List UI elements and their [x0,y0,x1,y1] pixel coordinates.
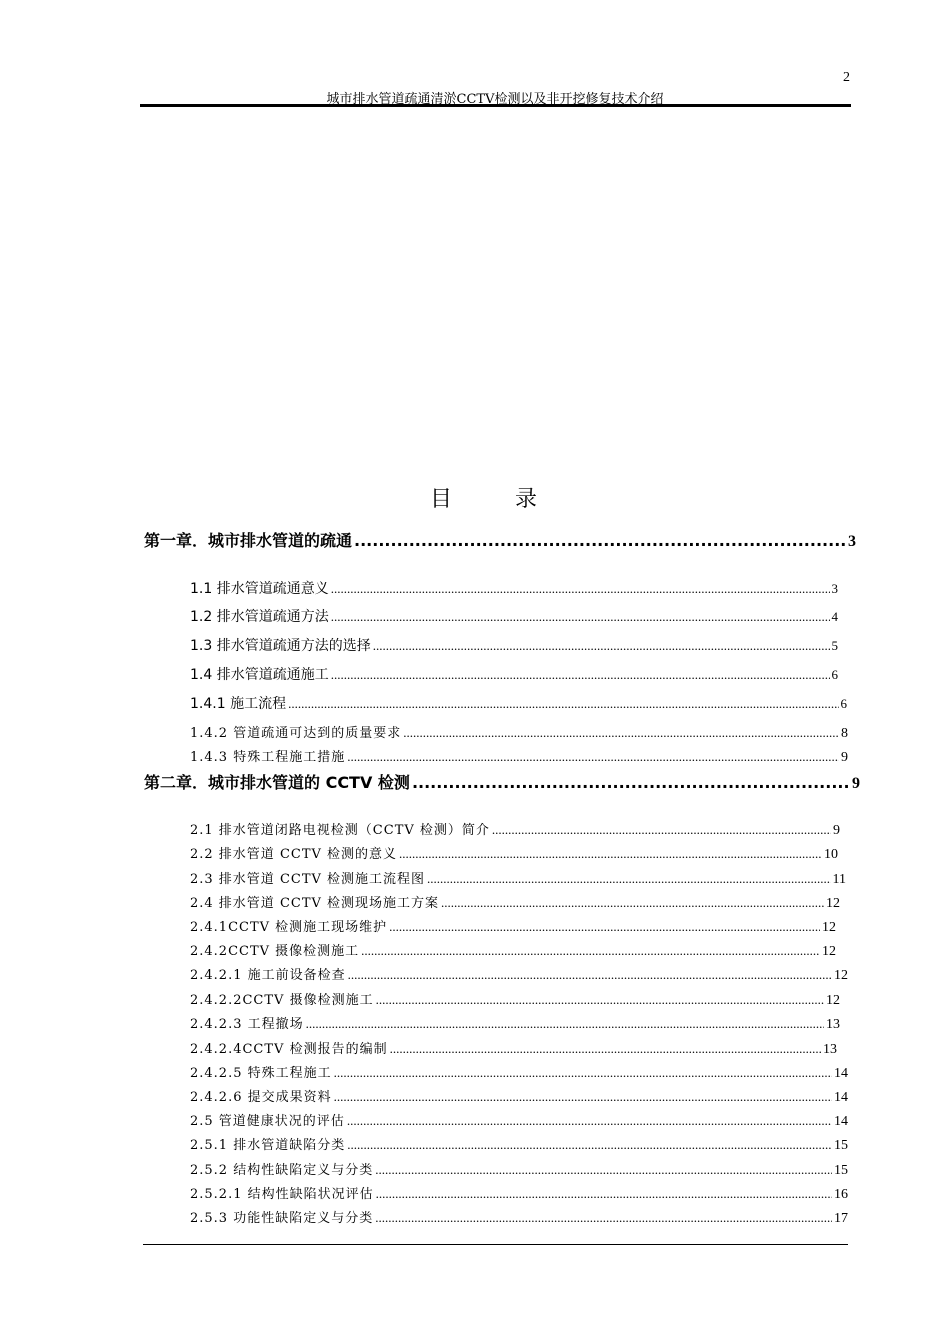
dot-leader [361,943,820,959]
dot-leader [306,1016,824,1032]
dot-leader [412,773,850,792]
toc-entry-text: 第二章．城市排水管道的 CCTV 检测 [144,773,410,792]
toc-entry-text: 2.3 排水管道 CCTV 检测施工流程图 [190,872,426,887]
dot-leader [347,749,839,765]
toc-entry-text: 2.4 排水管道 CCTV 检测现场施工方案 [190,896,440,911]
toc-entry-1-2[interactable] [190,606,838,626]
toc-entry-page: 12 [826,896,840,911]
toc-entry-1-4-2[interactable] [190,722,848,742]
toc-entry-2-4-2-3[interactable] [190,1013,840,1033]
toc-entry-page: 13 [826,1017,840,1032]
toc-entry-2-4[interactable] [190,892,840,912]
dot-leader [375,1210,832,1226]
toc-entry-page: 6 [831,667,838,682]
toc-entry-1-1[interactable] [190,578,838,598]
toc-entry-text: 2.5.1 排水管道缺陷分类 [190,1138,346,1153]
toc-entry-1-4[interactable] [190,664,838,684]
toc-entry-2-4-2-1[interactable] [190,964,848,984]
toc-entry-text: 2.5 管道健康状况的评估 [190,1114,345,1129]
toc-entry-text: 2.5.3 功能性缺陷定义与分类 [190,1211,374,1226]
toc-entry-text: 2.4.2.1 施工前设备检查 [190,968,346,983]
dot-leader [492,822,831,838]
toc-entry-text: 1.4.3 特殊工程施工措施 [190,750,346,765]
toc-entry-2-4-2-2[interactable] [190,989,840,1009]
toc-entry-text: 2.4.2.4CCTV 检测报告的编制 [190,1042,388,1057]
dot-leader [390,1041,821,1057]
toc-entry-page: 12 [826,993,840,1008]
toc-entry-2-4-2[interactable] [190,940,836,960]
toc-entry-text: 2.4.2.3 工程撤场 [190,1017,304,1032]
toc-entry-page: 12 [822,944,836,959]
dot-leader [354,531,846,550]
toc-entry-text: 2.4.2CCTV 摄像检测施工 [190,944,360,959]
toc-entry-page: 15 [834,1163,848,1178]
toc-entry-2-5-2[interactable] [190,1159,848,1179]
toc-entry-page: 9 [852,775,860,792]
dot-leader [331,581,830,597]
toc-entry-2-3[interactable] [190,868,846,888]
dot-leader [348,967,832,983]
page-number: 2 [843,70,850,85]
toc-entry-2-5-2-1[interactable] [190,1183,848,1203]
toc-entry-text: 2.4.2.6 提交成果资料 [190,1090,332,1105]
toc-entry-text: 2.5.2.1 结构性缺陷状况评估 [190,1187,374,1202]
toc-entry-text: 1.4 排水管道疏通施工 [190,667,329,683]
toc-entry-page: 9 [833,823,840,838]
header-rule [140,104,851,107]
dot-leader [399,846,822,862]
header-title: 城市排水管道疏通清淤CCTV检测以及非开挖修复技术介绍 [326,92,664,107]
dot-leader [347,1137,832,1153]
toc-entry-text: 1.4.1 施工流程 [190,696,287,712]
dot-leader [376,1186,832,1202]
dot-leader [334,1089,832,1105]
dot-leader [403,725,839,741]
toc-entry-page: 3 [831,581,838,596]
toc-entry-text: 2.4.1CCTV 检测施工现场维护 [190,920,388,935]
toc-entry-page: 10 [824,847,838,862]
toc-entry-2-4-2-4[interactable] [190,1038,837,1058]
toc-entry-page: 9 [841,750,848,765]
toc-entry-text: 2.1 排水管道闭路电视检测（CCTV 检测）简介 [190,823,490,838]
toc-entry-2-5-1[interactable] [190,1134,848,1154]
toc-entry-1-3[interactable] [190,635,838,655]
toc-chapter-1[interactable] [144,528,856,551]
toc-title: 目 录 [430,487,565,512]
dot-leader [334,1065,832,1081]
dot-leader [376,992,824,1008]
toc-entry-2-5-3[interactable] [190,1207,848,1227]
dot-leader [331,609,830,625]
dot-leader [373,638,830,654]
toc-chapter-2[interactable] [144,770,860,793]
toc-entry-text: 1.3 排水管道疏通方法的选择 [190,638,371,654]
toc-entry-page: 14 [834,1090,848,1105]
toc-entry-page: 12 [822,920,836,935]
toc-entry-2-4-2-5[interactable] [190,1062,848,1082]
dot-leader [331,667,830,683]
toc-entry-text: 1.4.2 管道疏通可达到的质量要求 [190,726,402,741]
footer-rule [143,1244,848,1245]
toc-entry-text: 2.5.2 结构性缺陷定义与分类 [190,1163,374,1178]
toc-entry-page: 6 [840,696,847,711]
toc-entry-2-4-2-6[interactable] [190,1086,848,1106]
toc-entry-text: 第一章．城市排水管道的疏通 [144,531,353,550]
toc-entry-page: 3 [848,533,856,550]
dot-leader [427,871,830,887]
toc-entry-page: 14 [834,1066,848,1081]
toc-entry-text: 1.2 排水管道疏通方法 [190,609,329,625]
toc-entry-text: 2.4.2.2CCTV 摄像检测施工 [190,993,374,1008]
toc-entry-page: 16 [834,1187,848,1202]
toc-entry-text: 2.2 排水管道 CCTV 检测的意义 [190,847,398,862]
toc-entry-page: 14 [834,1114,848,1129]
toc-entry-2-2[interactable] [190,843,838,863]
toc-entry-1-4-3[interactable] [190,746,848,766]
toc-entry-text: 1.1 排水管道疏通意义 [190,581,329,597]
toc-entry-2-4-1[interactable] [190,916,836,936]
dot-leader [441,895,824,911]
dot-leader [389,919,820,935]
toc-entry-page: 11 [832,872,846,887]
toc-entry-text: 2.4.2.5 特殊工程施工 [190,1066,332,1081]
toc-entry-page: 4 [831,609,838,624]
toc-entry-2-5[interactable] [190,1110,848,1130]
toc-entry-2-1[interactable] [190,819,840,839]
dot-leader [347,1113,832,1129]
toc-entry-page: 17 [834,1211,848,1226]
dot-leader [288,696,838,712]
toc-entry-1-4-1[interactable] [190,693,847,713]
toc-entry-page: 5 [831,638,838,653]
toc-entry-page: 13 [823,1042,837,1057]
toc-entry-page: 12 [834,968,848,983]
toc-entry-page: 8 [841,726,848,741]
toc-entry-page: 15 [834,1138,848,1153]
dot-leader [375,1162,832,1178]
